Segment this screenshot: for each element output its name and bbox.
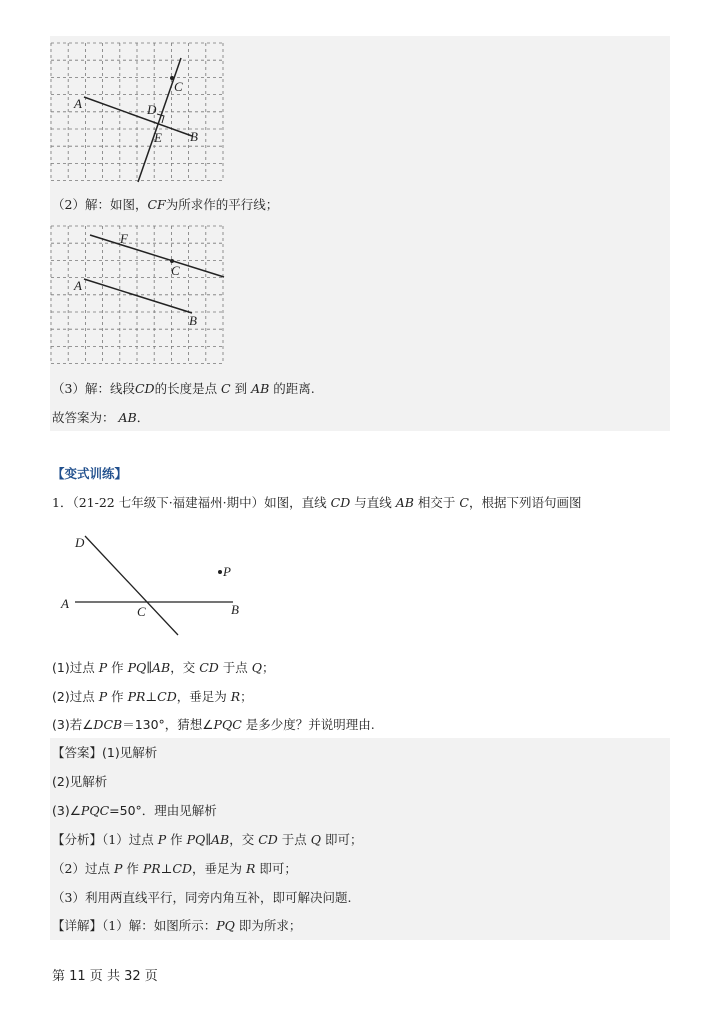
label-p: P bbox=[223, 564, 231, 579]
figure-problem bbox=[55, 530, 265, 645]
label-a: A bbox=[74, 96, 82, 111]
analysis-line-2: （2）过点 P 作 PR⊥CD，垂足为 R 即可； bbox=[52, 861, 297, 876]
label-a-3: A bbox=[61, 596, 69, 611]
line-ab-2 bbox=[84, 279, 192, 313]
detail-line-1: 【详解】（1）解：如图所示：PQ 即为所求； bbox=[52, 918, 302, 933]
analysis-line-3: （3）利用两直线平行，同旁内角互补，即可解决问题. bbox=[52, 890, 352, 905]
line-ab bbox=[84, 97, 192, 136]
label-b-3: B bbox=[231, 602, 239, 617]
question-1: (1)过点 P 作 PQ∥AB，交 CD 于点 Q； bbox=[52, 660, 275, 675]
label-f: F bbox=[120, 231, 128, 246]
question-2: (2)过点 P 作 PR⊥CD，垂足为 R； bbox=[52, 689, 253, 704]
answer-line-2: (2)见解析 bbox=[52, 774, 108, 789]
answer-line-1: 【答案】(1)见解析 bbox=[52, 745, 158, 760]
line-dc bbox=[85, 536, 178, 635]
section-title: 【变式训练】 bbox=[52, 466, 128, 481]
answer-line-3: (3)∠PQC=50°．理由见解析 bbox=[52, 803, 217, 818]
label-b: B bbox=[190, 129, 198, 144]
line-fc bbox=[90, 235, 224, 277]
label-a-2: A bbox=[74, 278, 82, 293]
label-e: E bbox=[154, 130, 162, 145]
label-c-2: C bbox=[171, 263, 180, 278]
analysis-line-1: 【分析】（1）过点 P 作 PQ∥AB，交 CD 于点 Q 即可； bbox=[52, 832, 363, 847]
figure-grid-2 bbox=[50, 225, 226, 367]
answer-line: 故答案为： AB． bbox=[52, 410, 150, 425]
label-b-2: B bbox=[189, 313, 197, 328]
problem-statement: 1．（21-22 七年级下·福建福州·期中）如图，直线 CD 与直线 AB 相交于 C，根据下列语句画图 bbox=[52, 495, 582, 510]
step3-text: （3）解：线段CD的长度是点 C 到 AB 的距离. bbox=[52, 381, 315, 396]
label-d: D bbox=[147, 102, 157, 117]
label-d-3: D bbox=[75, 535, 85, 550]
point-p bbox=[218, 570, 222, 574]
question-3: (3)若∠DCB＝130°，猜想∠PQC 是多少度？并说明理由. bbox=[52, 717, 375, 732]
figure-grid-1 bbox=[50, 42, 226, 184]
step2-text: （2）解：如图，CF为所求作的平行线； bbox=[52, 197, 279, 212]
page-footer: 第 11 页 共 32 页 bbox=[52, 969, 158, 984]
label-c-3: C bbox=[137, 604, 146, 619]
label-c: C bbox=[174, 79, 183, 94]
